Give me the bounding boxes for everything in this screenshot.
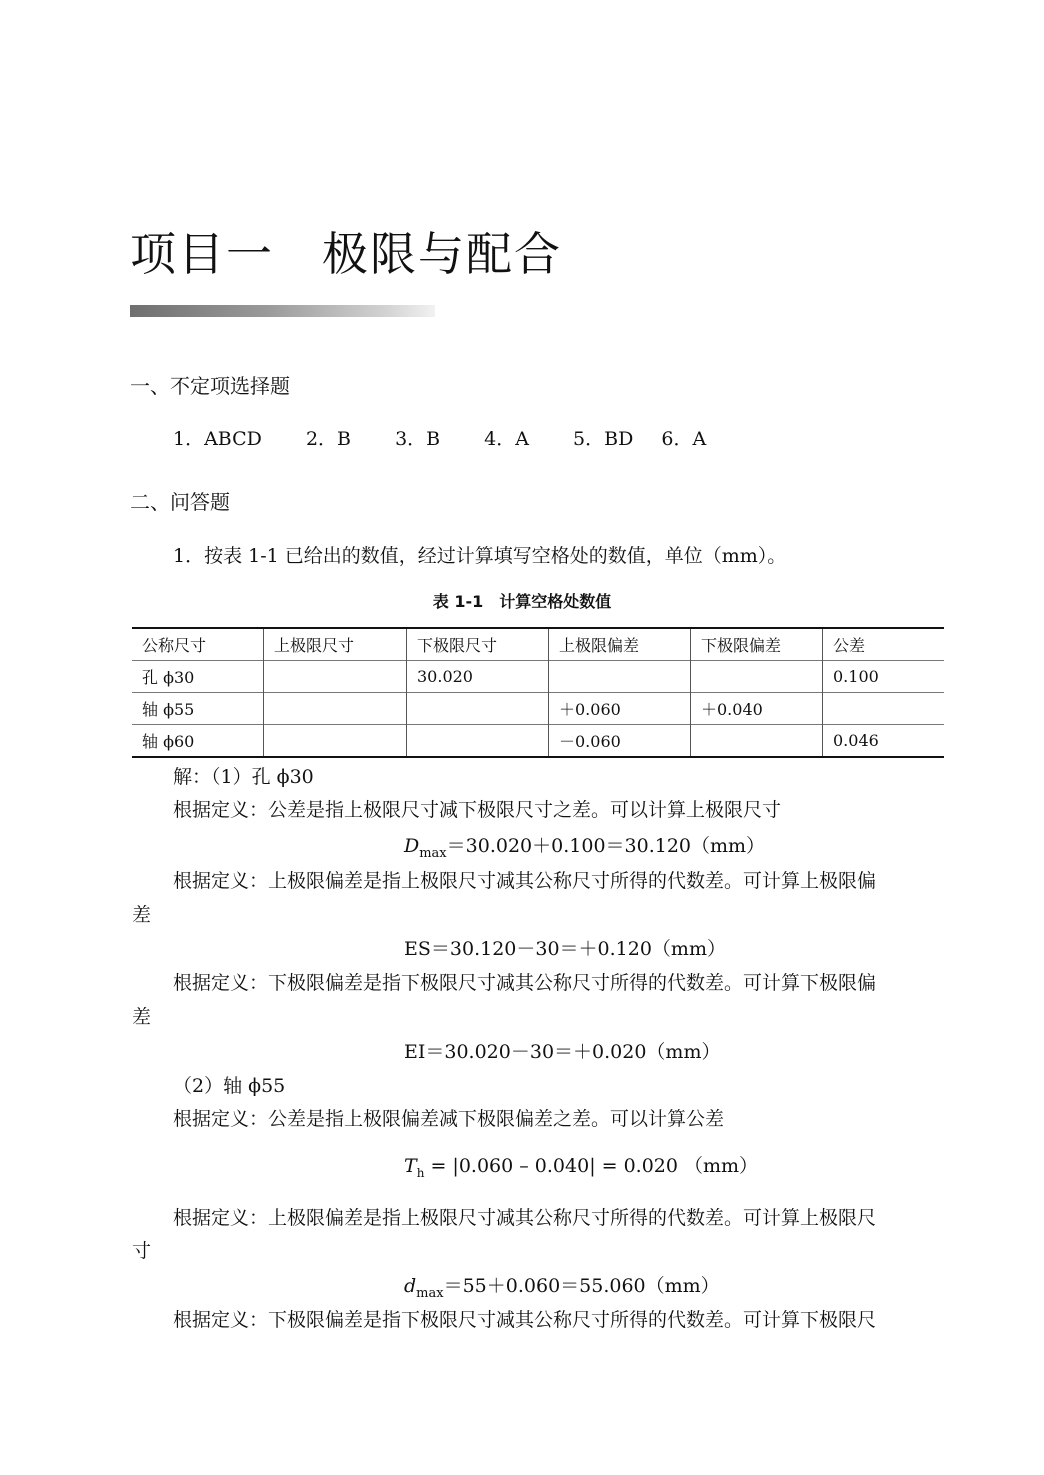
- table-cell: [549, 661, 691, 693]
- formula-variable: T: [404, 1155, 417, 1177]
- table-cell: －0.060: [549, 725, 691, 758]
- table-cell: 0.046: [823, 725, 945, 758]
- formula-expression: ＝30.020＋0.100＝30.120（mm）: [446, 835, 766, 857]
- answer-list: [173, 426, 706, 452]
- solution-part-2: （2）轴 ϕ55: [173, 1075, 286, 1097]
- table-cell: [407, 693, 549, 725]
- title-decorative-bar: [130, 305, 435, 317]
- question-1: 1．按表 1-1 已给出的数值，经过计算填写空格处的数值，单位（mm）。: [173, 545, 787, 567]
- table-cell: 0.100: [823, 661, 945, 693]
- table-header-cell: 上极限尺寸: [264, 628, 407, 661]
- table-row: [132, 693, 944, 725]
- formula-ei: EI＝30.020－30＝＋0.020（mm）: [404, 1041, 721, 1063]
- answer-item: 6．A: [661, 428, 707, 450]
- section-heading-multiple-choice: 一、不定项选择题: [130, 374, 290, 398]
- table-header-row: [132, 628, 944, 661]
- definition-text: 根据定义：上极限偏差是指上极限尺寸减其公称尺寸所得的代数差。可计算上极限偏: [173, 870, 877, 892]
- table-cell: ＋0.040: [691, 693, 823, 725]
- table-cell: [407, 725, 549, 758]
- table-cell: 30.020: [407, 661, 549, 693]
- dimension-table: [132, 627, 944, 758]
- table-caption: 表 1-1 计算空格处数值: [432, 592, 612, 611]
- formula-subscript: max: [419, 845, 447, 861]
- definition-text: 根据定义：上极限偏差是指上极限尺寸减其公称尺寸所得的代数差。可计算上极限尺: [173, 1207, 877, 1229]
- table-cell: 轴 ϕ60: [132, 725, 264, 758]
- table-cell: [691, 725, 823, 758]
- formula-variable: d: [404, 1275, 417, 1297]
- section-heading-qa: 二、问答题: [130, 490, 230, 514]
- solution-intro: 解：（1）孔 ϕ30: [173, 766, 314, 788]
- table-cell: [823, 693, 945, 725]
- definition-text-continued: 差: [132, 1006, 152, 1028]
- chapter-title: 项目一 极限与配合: [130, 227, 562, 281]
- definition-text-continued: 寸: [132, 1240, 152, 1262]
- table-cell: [264, 661, 407, 693]
- formula-th: [404, 1153, 758, 1186]
- table-cell: [691, 661, 823, 693]
- table-row: [132, 725, 944, 758]
- table-cell: ＋0.060: [549, 693, 691, 725]
- table-header-cell: 公差: [823, 628, 945, 661]
- answer-item: 2．B: [305, 428, 352, 450]
- definition-text: 根据定义：公差是指上极限偏差减下极限偏差之差。可以计算公差: [173, 1108, 725, 1130]
- table-header-cell: 下极限偏差: [691, 628, 823, 661]
- table-header-cell: 公称尺寸: [132, 628, 264, 661]
- formula-subscript: max: [416, 1285, 444, 1301]
- formula-es: ES＝30.120－30＝＋0.120（mm）: [404, 938, 726, 960]
- table-cell: 孔 ϕ30: [132, 661, 264, 693]
- formula-expression: ＝55＋0.060＝55.060（mm）: [443, 1275, 720, 1297]
- answer-item: 1．ABCD: [173, 428, 262, 450]
- answer-item: 4．A: [484, 428, 529, 450]
- formula-expression: = |0.060 – 0.040| = 0.020 （mm）: [424, 1155, 759, 1177]
- formula-dmax-shaft: [404, 1273, 720, 1307]
- answer-item: 3．B: [395, 428, 441, 450]
- table-row: [132, 661, 944, 693]
- definition-text: 根据定义：下极限偏差是指下极限尺寸减其公称尺寸所得的代数差。可计算下极限尺: [173, 1309, 877, 1331]
- formula-dmax: [404, 833, 765, 867]
- table-cell: [264, 693, 407, 725]
- answer-item: 5．BD: [573, 428, 634, 450]
- definition-text: 根据定义：公差是指上极限尺寸减下极限尺寸之差。可以计算上极限尺寸: [173, 799, 782, 821]
- table-header-cell: 下极限尺寸: [407, 628, 549, 661]
- definition-text-continued: 差: [132, 904, 152, 926]
- table-cell: 轴 ϕ55: [132, 693, 264, 725]
- table-cell: [264, 725, 407, 758]
- definition-text: 根据定义：下极限偏差是指下极限尺寸减其公称尺寸所得的代数差。可计算下极限偏: [173, 972, 877, 994]
- table-header-cell: 上极限偏差: [549, 628, 691, 661]
- formula-subscript: h: [416, 1165, 425, 1180]
- formula-variable: D: [404, 835, 420, 857]
